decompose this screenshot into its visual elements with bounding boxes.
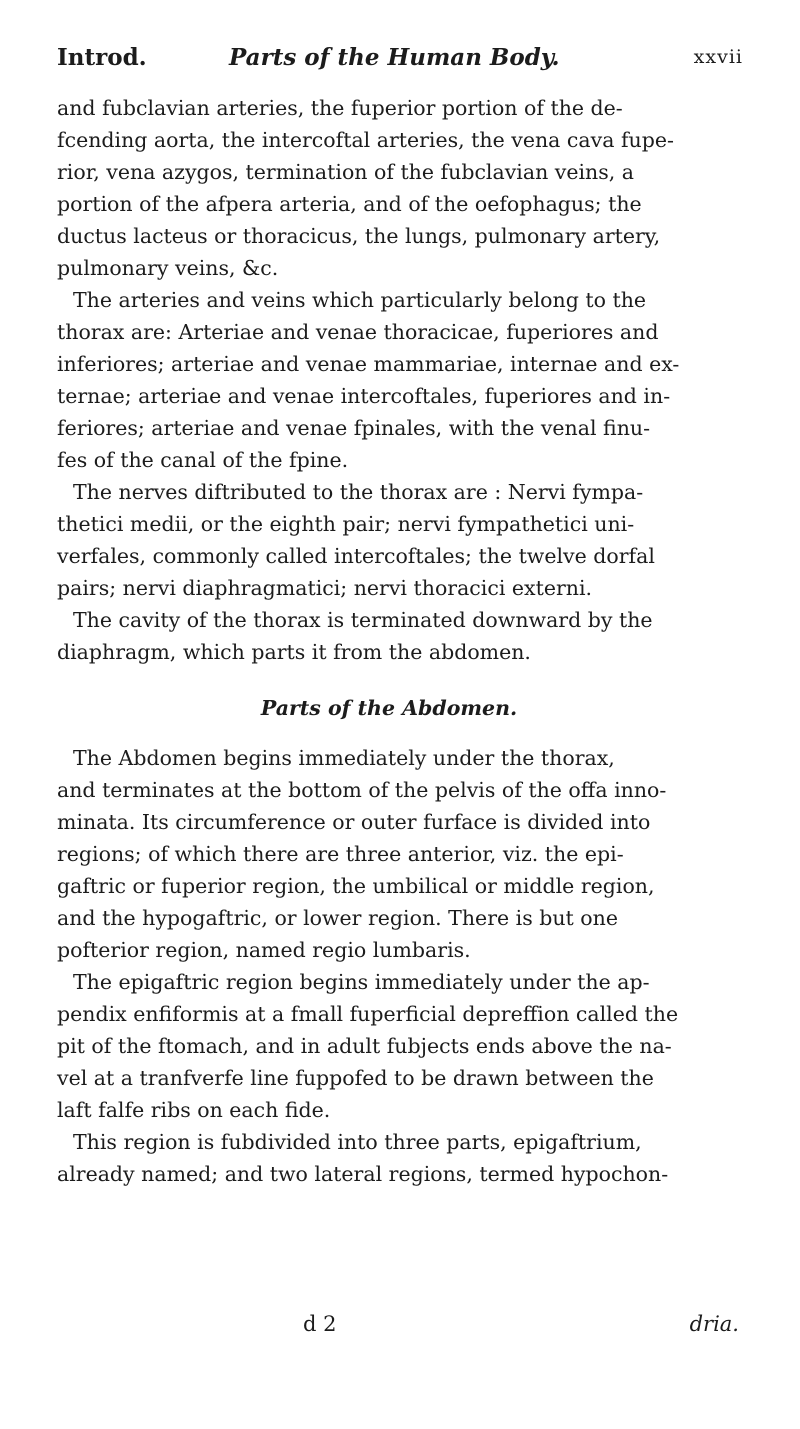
section-heading: Parts of the Abdomen.	[260, 696, 518, 720]
text-line: pit of the ftomach, and in adult fubjects ends above the na-	[57, 1034, 672, 1058]
text-line: already named; and two lateral regions, termed hypochon-	[57, 1162, 669, 1186]
text-line: verfales, commonly called intercoftales; the twelve dorfal	[57, 544, 655, 568]
text-line: pairs; nervi diaphragmatici; nervi thoracici externi.	[57, 576, 593, 600]
text-line: and the hypogaftric, or lower region. There is but one	[57, 906, 618, 930]
text-line: laft falfe ribs on each fide.	[57, 1098, 331, 1122]
text-line: pulmonary veins, &c.	[57, 256, 279, 280]
text-line: feriores; arteriae and venae fpinales, with the venal finu-	[57, 416, 651, 440]
text-line: The arteries and veins which particularly belong to the	[73, 288, 647, 312]
text-line: gaftric or fuperior region, the umbilical or middle region,	[57, 874, 655, 898]
text-line: The nerves diftributed to the thorax are : Nervi fympa-	[73, 480, 644, 504]
running-head	[57, 44, 745, 80]
running-head-section: Introd.	[57, 44, 147, 71]
text-line: ternae; arteriae and venae intercoftales, fuperiores and in-	[57, 384, 671, 408]
page-number: xxvii	[693, 46, 743, 68]
text-line: rior, vena azygos, termination of the fubclavian veins, a	[57, 160, 635, 184]
page-footer	[57, 1312, 745, 1346]
text-line: thetici medii, or the eighth pair; nervi fympathetici uni-	[57, 512, 635, 536]
text-line: inferiores; arteriae and venae mammariae, internae and ex-	[57, 352, 680, 376]
body-text	[57, 92, 757, 1190]
text-line: portion of the afpera arteria, and of the oefophagus; the	[57, 192, 642, 216]
text-line: pofterior region, named regio lumbaris.	[57, 938, 471, 962]
text-line: diaphragm, which parts it from the abdomen.	[57, 640, 531, 664]
text-line: The epigaftric region begins immediately under the ap-	[73, 970, 650, 994]
text-line: minata. Its circumference or outer furface is divided into	[57, 810, 651, 834]
catchword: dria.	[689, 1312, 739, 1336]
text-line: and terminates at the bottom of the pelvis of the offa inno-	[57, 778, 667, 802]
signature-mark: d 2	[303, 1312, 337, 1336]
text-line: fes of the canal of the fpine.	[57, 448, 349, 472]
text-line: and fubclavian arteries, the fuperior portion of the de-	[57, 96, 623, 120]
text-line: regions; of which there are three anterior, viz. the epi-	[57, 842, 624, 866]
text-line: thorax are: Arteriae and venae thoracicae, fuperiores and	[57, 320, 659, 344]
text-line: fcending aorta, the intercoftal arteries, the vena cava fupe-	[57, 128, 674, 152]
running-head-title: Parts of the Human Body.	[229, 44, 560, 71]
text-line: ductus lacteus or thoracicus, the lungs, pulmonary artery,	[57, 224, 661, 248]
text-line: The Abdomen begins immediately under the thorax,	[73, 746, 615, 770]
text-line: The cavity of the thorax is terminated downward by the	[73, 608, 653, 632]
text-line: This region is fubdivided into three parts, epigaftrium,	[73, 1130, 642, 1154]
text-line: vel at a tranfverfe line fuppofed to be drawn between the	[57, 1066, 654, 1090]
text-line: pendix enfiformis at a fmall fuperficial depreffion called the	[57, 1002, 679, 1026]
